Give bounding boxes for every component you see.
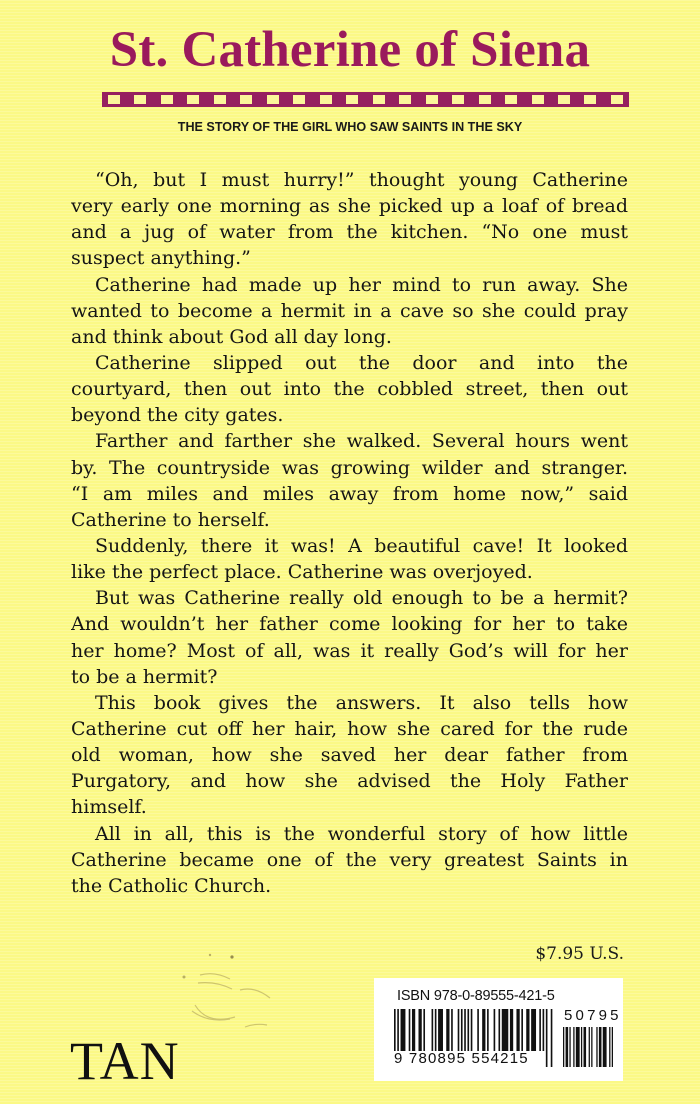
border-square — [134, 95, 146, 104]
blurb-line: her home? Most of all, was it really God’s will for her — [71, 639, 628, 662]
blurb-line: “Oh, but I must hurry!” thought young Catherine — [95, 169, 628, 191]
border-square — [558, 95, 570, 104]
blurb-line: wanted to become a hermit in a cave so she could pray — [71, 299, 628, 322]
blurb-line: “I am miles and miles away from home now,” said — [71, 482, 628, 505]
blurb-line: like the perfect place. Catherine was overjoyed. — [71, 561, 533, 584]
barcode-bar — [477, 1009, 479, 1051]
blurb-line: suspect anything.” — [71, 247, 251, 270]
blurb-line: beyond the city gates. — [71, 404, 284, 427]
barcode-bar — [471, 1009, 473, 1051]
border-square — [240, 95, 252, 104]
border-square — [187, 95, 199, 104]
blurb-line: to be a hermit? — [71, 665, 218, 688]
border-square — [479, 95, 491, 104]
stain-mark — [170, 945, 280, 1035]
blurb-line: old woman, how she saved her dear father from — [71, 744, 628, 767]
barcode-bar — [584, 1027, 587, 1067]
barcode-bar — [589, 1027, 590, 1067]
barcode-bar — [546, 1009, 548, 1067]
barcode-bar — [581, 1027, 582, 1067]
blurb-text — [71, 167, 628, 899]
price-addon-barcode — [563, 1027, 613, 1067]
barcode-bar — [487, 1009, 489, 1051]
blurb-line: and think about God all day long. — [71, 325, 392, 348]
border-square — [611, 95, 623, 104]
border-square — [452, 95, 464, 104]
barcode-bar — [576, 1027, 580, 1067]
barcode-bar — [498, 1009, 500, 1051]
blurb-paragraph — [71, 350, 628, 428]
blurb-paragraph — [71, 533, 628, 585]
barcode-bar — [563, 1027, 564, 1067]
blurb-line: All in all, this is the wonderful story of how little — [95, 822, 628, 845]
barcode-bar — [591, 1027, 592, 1067]
barcode-bar — [438, 1009, 443, 1051]
blurb-line: himself. — [71, 796, 147, 819]
blurb-line: Catherine slipped out the door and into the — [95, 351, 628, 374]
barcode-bar — [526, 1009, 529, 1051]
barcode-bar — [446, 1009, 449, 1051]
blurb-line: Purgatory, and how she advised the Holy Father — [71, 770, 628, 793]
publisher-logo: TAN — [70, 1031, 180, 1091]
border-square — [320, 95, 332, 104]
barcode-bar — [432, 1009, 434, 1051]
blurb-line: This book gives the answers. It also tells how — [95, 691, 628, 714]
border-square — [399, 95, 411, 104]
blurb-line: and a jug of water from the kitchen. “No one must — [71, 221, 628, 244]
border-square — [293, 95, 305, 104]
barcode-bar — [458, 1009, 460, 1051]
barcode-bar — [603, 1027, 607, 1067]
barcode-bar — [510, 1009, 513, 1051]
barcode-label — [374, 978, 623, 1081]
blurb-line: Farther and farther she walked. Several hours went — [95, 430, 628, 453]
border-square — [426, 95, 438, 104]
blurb-line: Catherine had made up her mind to run away. She — [95, 273, 628, 296]
barcode-bar — [423, 1009, 425, 1051]
barcode-bar — [569, 1027, 570, 1067]
book-subtitle: THE STORY OF THE GIRL WHO SAW SAINTS IN THE SKY — [177, 120, 523, 134]
price-label: $7.95 U.S. — [535, 944, 624, 964]
barcode-bar — [596, 1027, 597, 1067]
blurb-line: Catherine became one of the very greatest Saints in — [71, 848, 628, 871]
barcode-bar — [516, 1009, 519, 1051]
barcode-bar — [599, 1027, 602, 1067]
barcode-bar — [482, 1009, 485, 1051]
price-addon-digits: 50795 — [564, 1007, 622, 1024]
barcode-bar — [551, 1009, 553, 1067]
barcode-bar — [539, 1009, 541, 1051]
blurb-line: Suddenly, there it was! A beautiful cave! It looked — [95, 534, 628, 557]
blurb-paragraph — [71, 428, 628, 533]
barcode-bar — [461, 1009, 463, 1051]
book-title: St. Catherine of Siena — [109, 22, 591, 78]
blurb-paragraph — [71, 821, 628, 899]
barcode-bar — [566, 1027, 569, 1067]
border-square — [505, 95, 517, 104]
barcode-bar — [435, 1009, 437, 1051]
border-square — [346, 95, 358, 104]
barcode-bar — [573, 1027, 574, 1067]
isbn-number: ISBN 978-0-89555-421-5 — [397, 988, 555, 1004]
border-square — [161, 95, 173, 104]
border-square — [267, 95, 279, 104]
border-square — [373, 95, 385, 104]
decorative-square-border — [102, 92, 629, 107]
barcode-bar — [502, 1009, 509, 1051]
barcode-bar — [412, 1009, 415, 1051]
border-square — [108, 95, 120, 104]
barcode-bar — [418, 1009, 421, 1051]
barcode-bar — [543, 1009, 545, 1051]
blurb-paragraph — [71, 167, 628, 272]
barcode-bar — [451, 1009, 453, 1051]
blurb-line: Catherine cut off her hair, how she cared for the rude — [71, 717, 628, 740]
blurb-line: Catherine to herself. — [71, 508, 270, 531]
blurb-line: courtyard, then out into the cobbled street, then out — [71, 378, 628, 401]
barcode-bar — [521, 1009, 523, 1051]
barcode-bar — [531, 1009, 536, 1051]
barcode-bar — [494, 1009, 496, 1051]
blurb-line: And wouldn’t her father come looking for her to take — [71, 613, 628, 636]
blurb-line: by. The countryside was growing wilder and stranger. — [71, 456, 628, 479]
blurb-paragraph — [71, 272, 628, 350]
blurb-line: the Catholic Church. — [71, 874, 272, 897]
blurb-line: very early one morning as she picked up a loaf of bread — [71, 195, 628, 218]
barcode-bar — [401, 1009, 406, 1051]
border-square — [584, 95, 596, 104]
border-square — [532, 95, 544, 104]
blurb-paragraph — [71, 585, 628, 690]
blurb-paragraph — [71, 690, 628, 821]
barcode-bar — [609, 1027, 610, 1067]
blurb-line: But was Catherine really old enough to be a hermit? — [95, 587, 628, 610]
ean-digits: 9 780895 554215 — [394, 1050, 529, 1067]
barcode-bar — [612, 1027, 613, 1067]
barcode-bar — [409, 1009, 411, 1051]
border-square — [214, 95, 226, 104]
